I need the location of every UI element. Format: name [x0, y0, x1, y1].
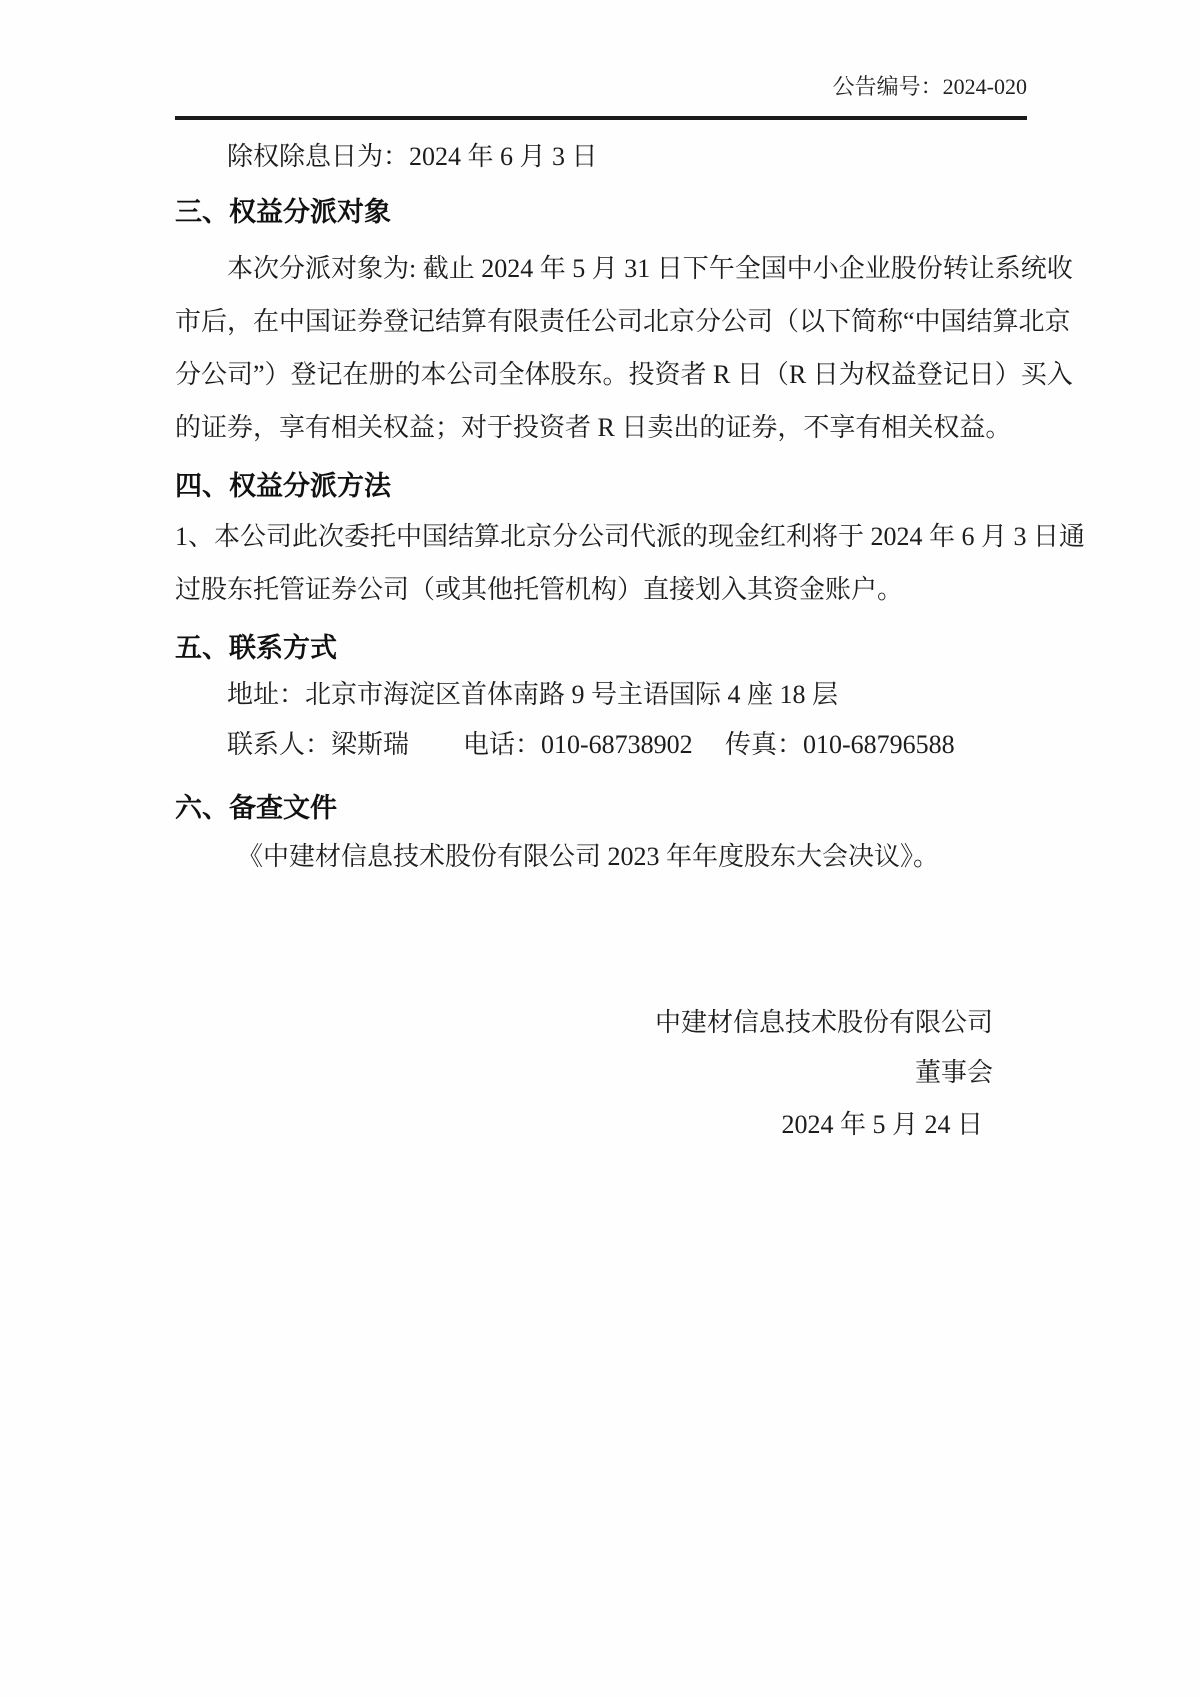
section4-paragraph [175, 510, 1086, 616]
section3-line-3: 分公司”）登记在册的本公司全体股东。投资者 R 日（R 日为权益登记日）买入 [175, 360, 1073, 389]
section4-line-2: 过股东托管证券公司（或其他托管机构）直接划入其资金账户。 [175, 575, 904, 604]
header-divider-rule [175, 116, 1027, 120]
section4-heading: 四、权益分派方法 [175, 471, 391, 501]
section6-heading: 六、备查文件 [175, 793, 337, 823]
signature-company-name: 中建材信息技术股份有限公司 [654, 1008, 993, 1037]
ex-dividend-date-line: 除权除息日为：2024 年 6 月 3 日 [227, 142, 598, 171]
reference-document-line: 《中建材信息技术股份有限公司 2023 年年度股东大会决议》。 [237, 842, 940, 871]
contact-phone: 电话：010-68738902 [463, 730, 693, 759]
announcement-number: 公告编号：2024-020 [832, 74, 1027, 99]
section3-line-2: 市后，在中国证券登记结算有限责任公司北京分公司（以下简称“中国结算北京 [175, 307, 1071, 336]
section3-line-4: 的证券，享有相关权益；对于投资者 R 日卖出的证券，不享有相关权益。 [175, 413, 1012, 442]
signature-block [175, 1008, 1027, 1140]
address-line: 地址：北京市海淀区首体南路 9 号主语国际 4 座 18 层 [227, 680, 839, 709]
contact-row [175, 730, 1027, 760]
section4-line-1: 1、本公司此次委托中国结算北京分公司代派的现金红利将于 2024 年 6 月 3 日通 [175, 522, 1086, 551]
contact-person: 联系人：梁斯瑞 [227, 730, 410, 759]
section5-heading: 五、联系方式 [175, 633, 337, 663]
contact-fax: 传真：010-68796588 [725, 730, 955, 759]
section3-heading: 三、权益分派对象 [175, 197, 391, 227]
signature-board: 董事会 [914, 1058, 993, 1087]
section3-line-1: 本次分派对象为: 截止 2024 年 5 月 31 日下午全国中小企业股份转让系统收 [227, 254, 1073, 283]
signature-date: 2024 年 5 月 24 日 [781, 1110, 983, 1139]
section3-paragraph [175, 242, 1073, 454]
